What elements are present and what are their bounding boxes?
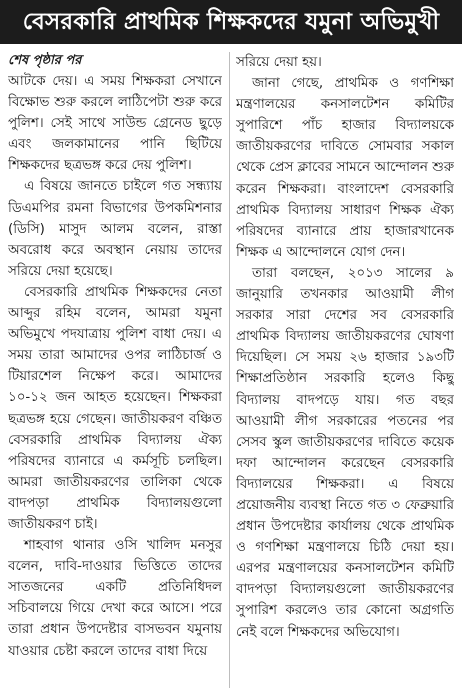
paragraph: শাহবাগ থানার ওসি খালিদ মনসুর বলেন, দাবি-দাওয়ার ভিত্তিতে তাদের সাতজনের একটি প্রতিনিধিদল সচিবালয়ে গিয়ে দেখা করে আসে। পরে তারা প্রধান উপদেষ্টার বাসভবন যমুনায় যাওয়ার চেষ্টা করলে তাদের বাধা দিয়ে (8, 538, 222, 659)
paragraph: সরিয়ে দেয়া হয়। (236, 55, 322, 70)
column-divider (229, 52, 230, 688)
headline-banner (0, 0, 462, 44)
article-column-right (236, 52, 454, 692)
headline: বেসরকারি প্রাথমিক শিক্ষকদের যমুনা অভিমুখী (22, 8, 440, 35)
paragraph: আটকে দেয়। এ সময় শিক্ষকরা সেখানে বিক্ষোভ শুরু করলে লাঠিপেটা শুরু করে পুলিশ। সেই সাথে সাউন্ড গ্রেনেড ছুড়ে এবং জলকামানের পানি ছিটিয়ে শিক্ষকদের ছত্রভঙ্গ করে দেয় পুলিশ। (8, 74, 222, 174)
paragraph: তারা বলছেন, ২০১৩ সালের ৯ জানুয়ারি তখনকার আওয়ামী লীগ সরকার সারা দেশের সব বেসরকারি প্রাথমিক বিদ্যালয় জাতীয়করণের ঘোষণা দিয়েছিল। সে সময় ২৬ হাজার ১৯৩টি শিক্ষাপ্রতিষ্ঠান সরকারি হলেও কিছু বিদ্যালয় বাদপড়ে যায়। গত বছর আওয়ামী লীগ সরকারের পতনের পর সেসব স্কুল জাতীয়করণের দাবিতে কয়েক দফা আন্দোলন করেছেন বেসরকারি বিদ্যালয়ের শিক্ষকরা। এ বিষয়ে প্রয়োজনীয় ব্যবস্থা নিতে গত ৩ ফেব্রুয়ারি প্রধান উপদেষ্টার কার্যালয় থেকে প্রাথমিক ও গণশিক্ষা মন্ত্রণালয়ে চিঠি দেয়া হয়। এরপর মন্ত্রণালয়ের কনসালটেশন কমিটি বাদপড়া বিদ্যালয়গুলো জাতীয়করণের সুপারিশ করলেও তার কোনো অগ্রগতি নেই বলে শিক্ষকদের অভিযোগ। (236, 265, 454, 640)
article-column-left (8, 52, 222, 692)
paragraph: বেসরকারি প্রাথমিক শিক্ষকদের নেতা আব্দুর রহিম বলেন, আমরা যমুনা অভিমুখে পদযাত্রায় পুলিশ বাধা দেয়। এ সময় তারা আমাদের ওপর লাঠিচার্জ ও টিয়ারশেল নিক্ষেপ করে। আমাদের ১০-১২ জন আহত হয়েছেন। শিক্ষকরা ছত্রভঙ্গ হয়ে গেছেন। জাতীয়করণ বঞ্চিত বেসরকারি প্রাথমিক বিদ্যালয় ঐক্য পরিষদের ব্যানারে এ কর্মসূচি চলছিল। আমরা জাতীয়করণের তালিকা থেকে বাদপড়া প্রাথমিক বিদ্যালয়গুলো জাতীয়করণ চাই। (8, 284, 222, 532)
paragraph: এ বিষয়ে জানতে চাইলে গত সন্ধ্যায় ডিএমপির রমনা বিভাগের উপকমিশনার (ডিসি) মাসুদ আলম বলেন, রাস্তা অবরোধ করে অবস্থান নেয়ায় তাদের সরিয়ে দেয়া হয়েছে। (8, 179, 222, 279)
paragraph: জানা গেছে, প্রাথমিক ও গণশিক্ষা মন্ত্রণালয়ের কনসালটেশন কমিটির সুপারিশে পাঁচ হাজার বিদ্যালয়কে জাতীয়করণের দাবিতে সোমবার সকাল থেকে প্রেস ক্লাবের সামনে আন্দোলন শুরু করেন শিক্ষকরা। বাংলাদেশ বেসরকারি প্রাথমিক বিদ্যালয় সাধারণ শিক্ষক ঐক্য পরিষদের ব্যানারে প্রায় হাজারখানেক শিক্ষক এ আন্দোলনে যোগ দেন। (236, 76, 454, 260)
continued-from-label: শেষ পৃষ্ঠার পর (8, 53, 82, 68)
